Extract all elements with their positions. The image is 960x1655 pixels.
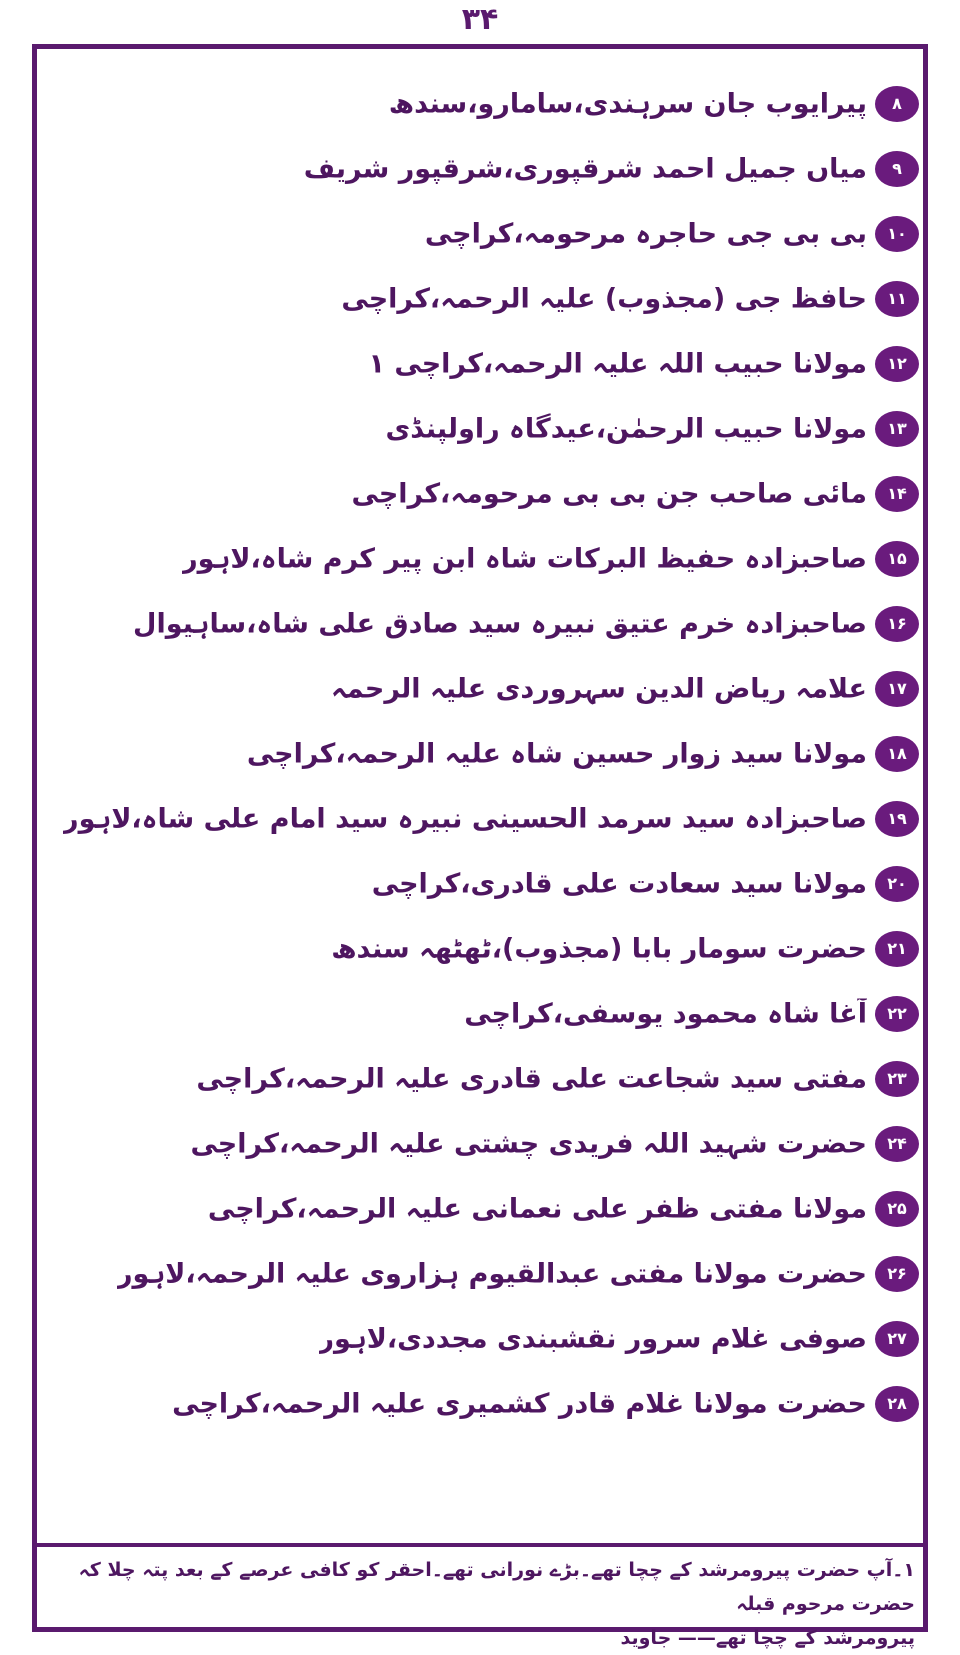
entry-text: حضرت مولانا غلام قادر کشمیری علیہ الرحمہ،کراچی [172,1388,867,1419]
list-item [37,526,923,591]
entry-text: بی بی جی حاجرہ مرحومہ،کراچی [424,218,867,249]
entry-number-badge: ۲۱ [875,931,919,967]
page-frame [32,44,928,1649]
entry-text: مولانا حبیب الرحمٰن،عیدگاہ راولپنڈی [385,413,867,444]
entry-number-badge: ۱۵ [875,541,919,577]
list-item [37,201,923,266]
entry-number-badge: ۲۸ [875,1386,919,1422]
entry-number-badge: ۲۴ [875,1126,919,1162]
list-item [37,1111,923,1176]
list-item [37,916,923,981]
entry-number-badge: ۲۷ [875,1321,919,1357]
entry-number-badge: ۱۰ [875,216,919,252]
entry-text: مولانا سید سعادت علی قادری،کراچی [371,868,867,899]
list-item [37,981,923,1046]
list-item [37,1046,923,1111]
entry-number-badge: ۱۴ [875,476,919,512]
entry-number-badge: ۹ [875,151,919,187]
entry-number-badge: ۱۲ [875,346,919,382]
footnote-line-2: پیرومرشد کے چچا تھے—— جاوید [620,1627,915,1649]
list-item [37,591,923,656]
entry-text: مولانا مفتی ظفر علی نعمانی علیہ الرحمہ،کراچی [207,1193,867,1224]
entry-number-badge: ۱۷ [875,671,919,707]
entry-text: مولانا سید زوار حسین شاہ علیہ الرحمہ،کراچی [246,738,867,769]
entry-number-badge: ۲۶ [875,1256,919,1292]
list-item [37,1371,923,1436]
list-item [37,1306,923,1371]
entry-text: مائی صاحب جن بی بی مرحومہ،کراچی [351,478,867,509]
entry-number-badge: ۱۳ [875,411,919,447]
entry-text: آغا شاہ محمود یوسفی،کراچی [464,998,867,1029]
entry-text: پیرایوب جان سرہندی،سامارو،سندھ [388,88,867,119]
entry-text: صاحبزادہ خرم عتیق نبیرہ سید صادق علی شاہ،ساہیوال [133,608,867,639]
list-item [37,331,923,396]
list-item [37,721,923,786]
entry-number-badge: ۲۰ [875,866,919,902]
entry-number-badge: ۲۲ [875,996,919,1032]
list-item [37,656,923,721]
entry-text: صوفی غلام سرور نقشبندی مجددی،لاہور [318,1323,867,1354]
page-number: ۳۴ [461,2,499,37]
footnote-line-1: ۱۔آپ حضرت پیرومرشد کے چچا تھے۔بڑے نورانی تھے۔احقر کو کافی عرصے کے بعد پتہ چلا کہ حضرت مرحوم قبلہ [78,1559,915,1615]
entry-number-badge: ۲۳ [875,1061,919,1097]
footnote-divider [37,1543,923,1547]
entry-number-badge: ۲۵ [875,1191,919,1227]
entry-text: حافظ جی (مجذوب) علیہ الرحمہ،کراچی [341,283,867,314]
entry-number-badge: ۱۹ [875,801,919,837]
entry-number-badge: ۱۱ [875,281,919,317]
entry-text: حضرت شہید اللہ فریدی چشتی علیہ الرحمہ،کراچی [190,1128,867,1159]
list-item [37,461,923,526]
entry-text: حضرت مولانا مفتی عبدالقیوم ہزاروی علیہ الرحمہ،لاہور [116,1258,867,1289]
list-item [37,266,923,331]
entry-number-badge: ۱۶ [875,606,919,642]
list-item [37,786,923,851]
list-item [37,136,923,201]
entry-text: میاں جمیل احمد شرقپوری،شرقپور شریف [303,153,867,184]
entry-text: مفتی سید شجاعت علی قادری علیہ الرحمہ،کراچی [196,1063,867,1094]
entry-text: مولانا حبیب اللہ علیہ الرحمہ،کراچی ۱ [368,348,867,379]
entry-number-badge: ۸ [875,86,919,122]
entry-list [37,49,923,1539]
entry-text: حضرت سومار بابا (مجذوب)،ٹھٹھہ سندھ [331,933,867,964]
entry-text: صاحبزادہ سید سرمد الحسینی نبیرہ سید امام علی شاہ،لاہور [63,803,867,834]
entry-number-badge: ۱۸ [875,736,919,772]
list-item [37,1176,923,1241]
list-item [37,1241,923,1306]
entry-text: علامہ ریاض الدین سہروردی علیہ الرحمہ [330,673,867,704]
list-item [37,851,923,916]
entry-text: صاحبزادہ حفیظ البرکات شاہ ابن پیر کرم شاہ،لاہور [182,543,867,574]
list-item [37,71,923,136]
list-item [37,396,923,461]
